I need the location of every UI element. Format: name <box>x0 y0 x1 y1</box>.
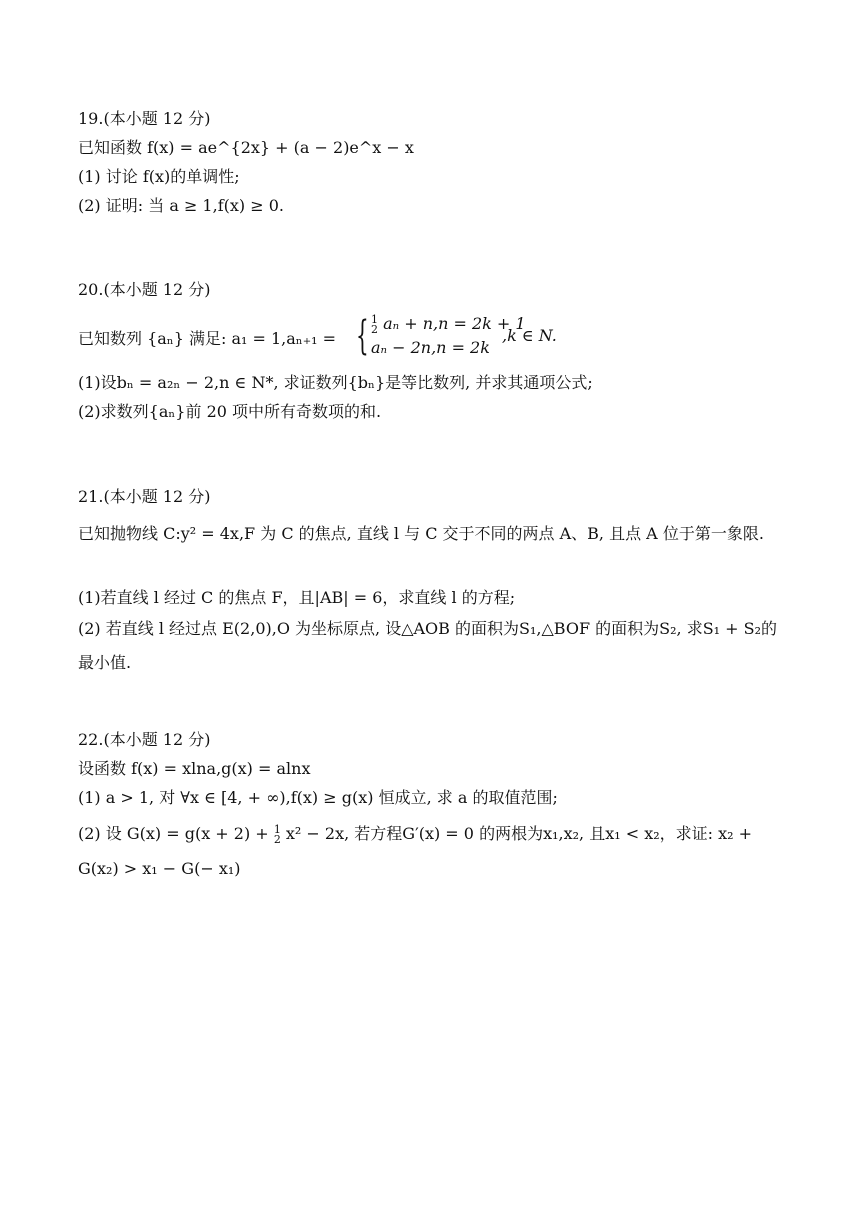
q22-part2-a: (2) 设 G(x) = g(x + 2) + <box>78 824 269 843</box>
q22-part2-cont: G(x₂) > x₁ − G(− x₁) <box>78 859 241 878</box>
q20-header: 20.(本小题 12 分) <box>78 280 211 299</box>
fraction-half: 1 2 <box>273 822 281 846</box>
q19-part2: (2) 证明: 当 a ≥ 1,f(x) ≥ 0. <box>78 196 284 215</box>
q22-part1: (1) a > 1, 对 ∀x ∈ [4, + ∞),f(x) ≥ g(x) 恒成立, 求 a 的取值范围; <box>78 788 558 807</box>
q20-stem-lead: 已知数列 {aₙ} 满足: a₁ = 1,aₙ₊₁ = <box>78 329 337 348</box>
q21-part2: (2) 若直线 l 经过点 E(2,0),O 为坐标原点, 设△AOB 的面积为S₁,△BOF 的面积为S₂, 求S₁ + S₂的最小值. <box>78 619 778 672</box>
q20-part1: (1)设bₙ = a₂ₙ − 2,n ∈ N*, 求证数列{bₙ}是等比数列, 并求其通项公式; <box>78 373 593 392</box>
fraction-half: 1 2 <box>371 312 378 336</box>
q20-case2: aₙ − 2n,n = 2k <box>371 338 490 357</box>
q19-part1: (1) 讨论 f(x)的单调性; <box>78 167 240 186</box>
q20-case1: 1 2 aₙ + n,n = 2k + 1 <box>371 312 526 336</box>
q22-stem: 设函数 f(x) = xlna,g(x) = alnx <box>78 759 311 778</box>
q19-header: 19.(本小题 12 分) <box>78 109 211 128</box>
q21-header: 21.(本小题 12 分) <box>78 487 211 506</box>
q21-stem: 已知抛物线 C:y² = 4x,F 为 C 的焦点, 直线 l 与 C 交于不同的两点 A、B, 且点 A 位于第一象限. <box>78 524 764 543</box>
q22-part2-b: x² − 2x, 若方程G′(x) = 0 的两根为x₁,x₂, 且x₁ < x₂，求证: x₂ + <box>285 824 753 843</box>
q22-part2 <box>78 823 752 845</box>
q21-part1: (1)若直线 l 经过 C 的焦点 F，且|AB| = 6，求直线 l 的方程; <box>78 588 516 607</box>
q22-header: 22.(本小题 12 分) <box>78 730 211 749</box>
q20-part2: (2)求数列{aₙ}前 20 项中所有奇数项的和. <box>78 402 382 421</box>
q19-stem: 已知函数 f(x) = ae^{2x} + (a − 2)e^x − x <box>78 138 414 157</box>
q20-stem-tail: ,k ∈ N. <box>502 326 557 345</box>
left-brace-icon: { <box>356 313 369 359</box>
